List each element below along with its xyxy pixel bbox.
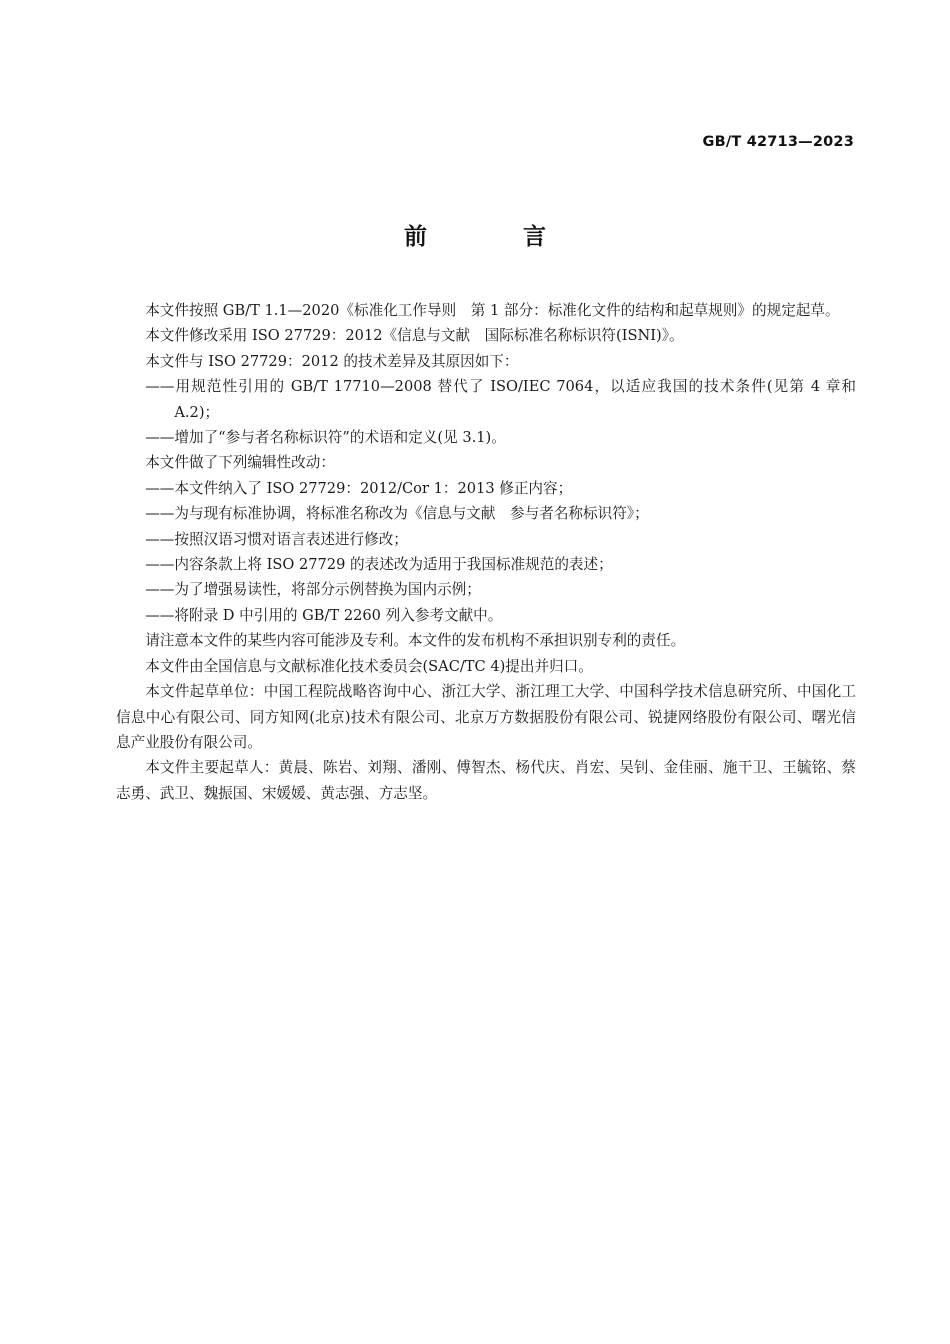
list-item: ——按照汉语习惯对语言表述进行修改； — [145, 530, 408, 548]
paragraph-patent-notice: 请注意本文件的某些内容可能涉及专利。本文件的发布机构不承担识别专利的责任。 — [145, 632, 686, 650]
list-item: ——本文件纳入了 ISO 27729：2012/Cor 1：2013 修正内容； — [145, 479, 573, 497]
standard-code: GB/T 42713—2023 — [702, 134, 854, 150]
paragraph-drafters: 本文件主要起草人：黄晨、陈岩、刘翔、潘刚、傅智杰、杨代庆、肖宏、吴钊、金佳丽、施干卫、王毓铭、蔡志勇、武卫、魏振国、宋媛媛、黄志强、方志坚。 — [116, 759, 856, 802]
page-title: 前 言 — [403, 224, 590, 250]
list-item: ——用规范性引用的 GB/T 17710—2008 替代了 ISO/IEC 7064，以适应我国的技术条件(见第 4 章和 A.2)； — [145, 378, 856, 421]
list-item: ——为与现有标准协调，将标准名称改为《信息与文献 参与者名称标识符》； — [145, 505, 649, 523]
list-item: ——增加了“参与者名称标识符”的术语和定义(见 3.1)。 — [145, 429, 506, 447]
list-item: ——内容条款上将 ISO 27729 的表述改为适用于我国标准规范的表述； — [145, 556, 613, 574]
list-item: ——为了增强易读性，将部分示例替换为国内示例； — [145, 581, 481, 599]
paragraph-drafting-units: 本文件起草单位：中国工程院战略咨询中心、浙江大学、浙江理工大学、中国科学技术信息研究所、中国化工信息中心有限公司、同方知网(北京)技术有限公司、北京万方数据股份有限公司、锐捷网络股份有限公司、曙光信息产业股份有限公司。 — [116, 683, 856, 751]
paragraph-tech-differences: 本文件与 ISO 27729：2012 的技术差异及其原因如下： — [145, 352, 519, 370]
paragraph-editorial-changes: 本文件做了下列编辑性改动： — [145, 454, 335, 472]
foreword-body — [116, 298, 856, 806]
list-item: ——将附录 D 中引用的 GB/T 2260 列入参考文献中。 — [145, 606, 503, 624]
paragraph-proposer: 本文件由全国信息与文献标准化技术委员会(SAC/TC 4)提出并归口。 — [145, 657, 593, 675]
paragraph-adoption: 本文件修改采用 ISO 27729：2012《信息与文献 国际标准名称标识符(ISNI)》。 — [145, 327, 684, 345]
paragraph-drafting-rules: 本文件按照 GB/T 1.1—2020《标准化工作导则 第 1 部分：标准化文件的结构和起草规则》的规定起草。 — [145, 302, 840, 319]
